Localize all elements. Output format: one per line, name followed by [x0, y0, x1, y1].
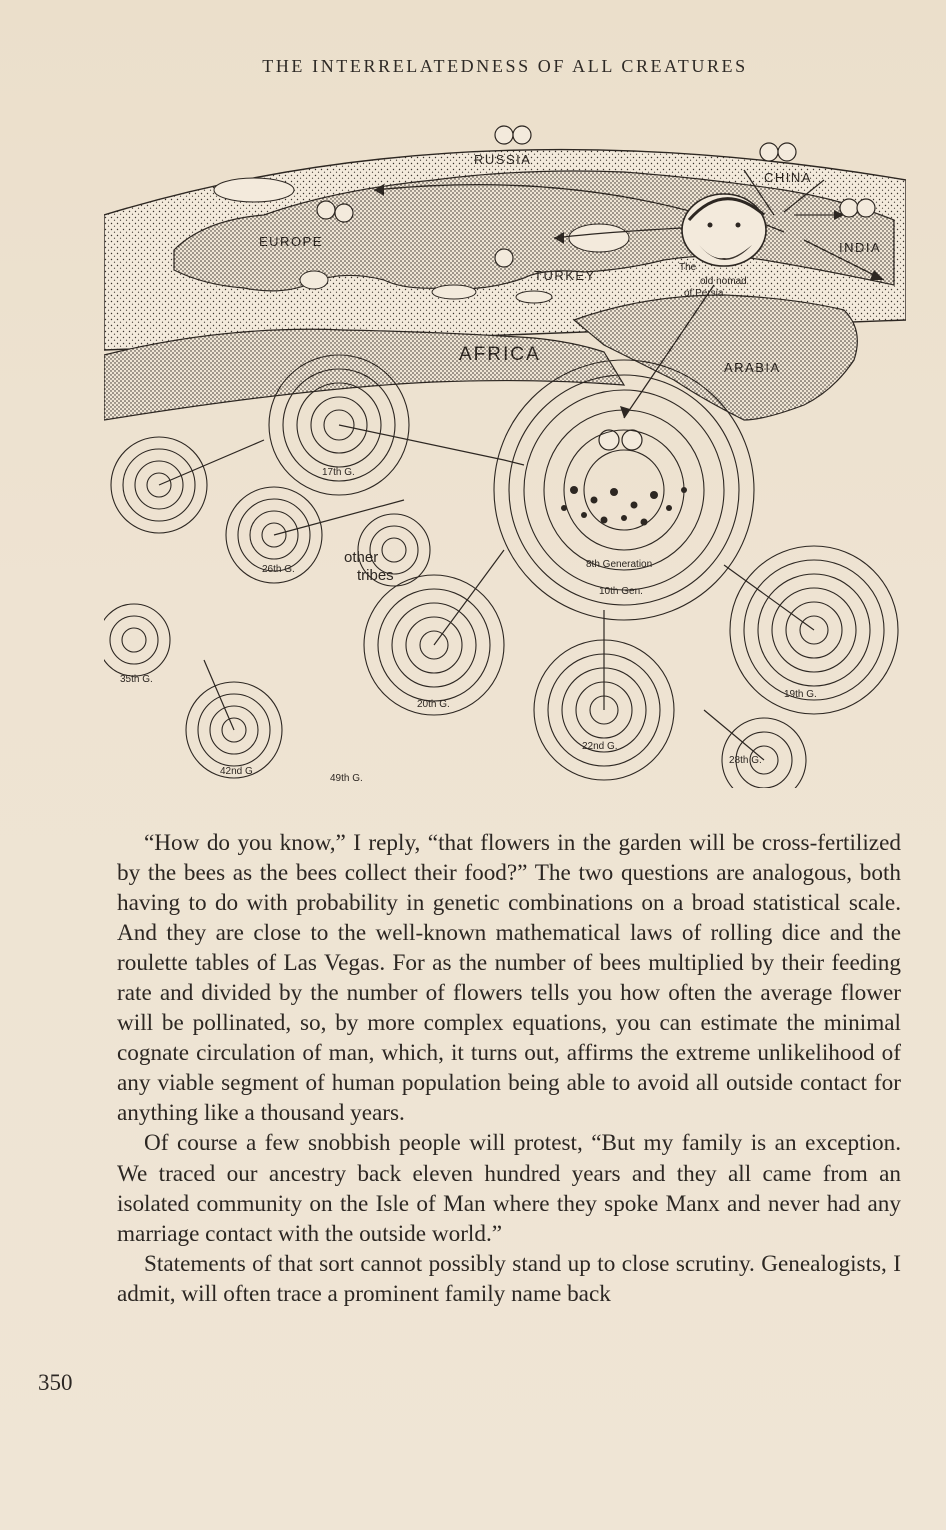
running-head: THE INTERRELATEDNESS OF ALL CREATURES: [262, 56, 748, 76]
paragraph-2: Of course a few snobbish people will protest, “But my family is an exception. We traced our ancestry back eleven hundred years and they all came from an isolated community on the Isle of Man where they spoke Manx and never had any marriage contact with the outside world.”: [117, 1130, 901, 1247]
label-old-nomad-3: of Persia: [684, 288, 724, 299]
page-number: 350: [38, 1370, 73, 1395]
label-other-tribes-1: other: [344, 549, 379, 566]
label-gen-49: 49th G.: [330, 773, 363, 784]
label-gen-19: 19th G.: [784, 689, 817, 700]
arabia-landmass: [574, 295, 857, 420]
label-india: INDIA: [839, 240, 882, 255]
label-russia: RUSSIA: [474, 152, 532, 167]
label-gen-20: 20th G.: [417, 699, 450, 710]
label-other-tribes-2: tribes: [357, 567, 394, 584]
label-china: CHINA: [764, 170, 812, 185]
label-old-nomad-1: The: [679, 262, 697, 273]
old-nomad-figure: [682, 194, 766, 266]
paragraph-1: “How do you know,” I reply, “that flowers in the garden will be cross-fertilized by the bees as the bees collect their food?” The two questions are analogous, both having to do with probability in genetic combinations on a broad statistical scale. And they are close to the well-known mathematical laws of rolling dice and the roulette tables of Las Vegas. For as the number of bees multiplied by their feeding rate and divided by the number of flowers tells you how often the average flower will be pollinated, so, by more complex equations, you can estimate the minimal cognate circulation of man, which, it turns out, affirms the extreme unlikelihood of any viable segment of human population being able to avoid all outside contact for anything like a thousand years.: [117, 830, 901, 1127]
label-gen-8: 8th Generation: [586, 559, 653, 570]
label-gen-26: 26th G.: [262, 564, 295, 575]
genealogy-map-illustration: [104, 120, 906, 788]
label-gen-42: 42nd G.: [220, 766, 256, 777]
paragraph-3: Statements of that sort cannot possibly stand up to close scrutiny. Genealogists, I admit, will often trace a prominent family name back: [117, 1250, 901, 1307]
label-old-nomad-2: old nomad: [700, 276, 747, 287]
label-africa: AFRICA: [459, 344, 541, 365]
label-arabia: ARABIA: [724, 360, 781, 375]
body-text: [117, 828, 901, 1309]
label-gen-17: 17th G.: [322, 467, 355, 478]
label-gen-28: 28th G.: [729, 755, 762, 766]
label-turkey: TURKEY: [534, 268, 596, 283]
label-gen-22: 22nd G.: [582, 741, 618, 752]
label-gen-35: 35th G.: [120, 674, 153, 685]
label-europe: EUROPE: [259, 234, 323, 249]
label-gen-10: 10th Gen.: [599, 586, 643, 597]
